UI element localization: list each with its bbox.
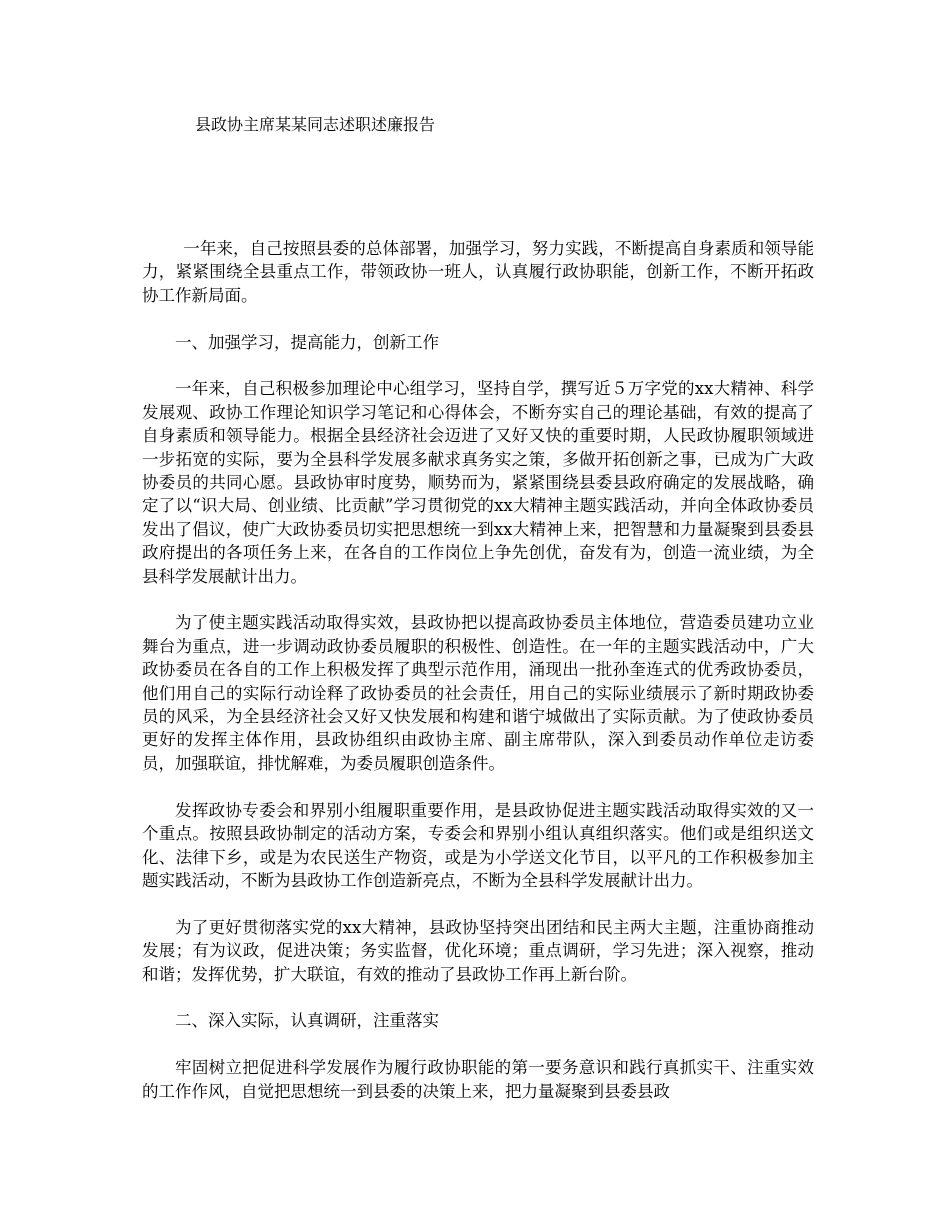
section-heading-2: 二、深入实际，认真调研，注重落实 [175, 1011, 439, 1031]
body-paragraph: 为了更好贯彻落实党的xx大精神，县政协坚持突出团结和民主两大主题，注重协商推动发展；有为议政，促进决策；务实监督，优化环境；重点调研，学习先进；深入视察，推动和谐；发挥优势，扩大联谊，有效的推动了县政协工作再上新台阶。 [142, 917, 814, 984]
body-paragraph: 一年来，自己积极参加理论中心组学习，坚持自学，撰写近５万字党的xx大精神、科学发展观、政协工作理论知识学习笔记和心得体会，不断夯实自己的理论基础，有效的提高了自身素质和领导能力。根据全县经济社会迈进了又好又快的重要时期，人民政协履职领域进一步拓宽的实际，要为全县科学发展多献求真务实之策，多做开拓创新之事，已成为广大政协委员的共同心愿。县政协审时度势，顺势而为，紧紧围绕县委县政府确定的发展战略，确定了以“识大局、创业绩、比贡献”学习贯彻党的xx大精神主题实践活动，并向全体政协委员发出了倡议，使广大政协委员切实把思想统一到xx大精神上来，把智慧和力量凝聚到县委县政府提出的各项任务上来，在各自的工作岗位上争先创优，奋发有为，创造一流业绩，为全县科学发展献计出力。 [142, 379, 814, 586]
document-body [142, 237, 814, 1126]
section-heading-1: 一、加强学习，提高能力，创新工作 [175, 332, 439, 352]
intro-paragraph: 一年来，自己按照县委的总体部署，加强学习，努力实践，不断提高自身素质和领导能力，紧紧围绕全县重点工作，带领政协一班人，认真履行政协职能，创新工作，不断开拓政协工作新局面。 [142, 239, 814, 305]
body-paragraph: 发挥政协专委会和界别小组履职重要作用，是县政协促进主题实践活动取得实效的又一个重点。按照县政协制定的活动方案，专委会和界别小组认真组织落实。他们或是组织送文化、法律下乡，或是为农民送生产物资，或是为小学送文化节目，以平凡的工作积极参加主题实践活动，不断为县政协工作创造新亮点，不断为全县科学发展献计出力。 [142, 800, 814, 890]
body-paragraph: 为了使主题实践活动取得实效，县政协把以提高政协委员主体地位，营造委员建功立业舞台为重点，进一步调动政协委员履职的积极性、创造性。在一年的主题实践活动中，广大政协委员在各自的工作上积极发挥了典型示范作用，涌现出一批孙奎连式的优秀政协委员，他们用自己的实际行动诠释了政协委员的社会责任，用自己的实际业绩展示了新时期政协委员的风采，为全县经济社会又好又快发展和构建和谐宁城做出了实际贡献。为了使政协委员更好的发挥主体作用，县政协组织由政协主席、副主席带队，深入到委员动作单位走访委员，加强联谊，排忧解难，为委员履职创造条件。 [142, 613, 814, 773]
document-title: 县政协主席某某同志述职述廉报告 [195, 115, 436, 134]
body-paragraph: 牢固树立把促进科学发展作为履行政协职能的第一要务意识和践行真抓实干、注重实效的工作作风，自觉把思想统一到县委的决策上来，把力量凝聚到县委县政 [142, 1058, 814, 1101]
